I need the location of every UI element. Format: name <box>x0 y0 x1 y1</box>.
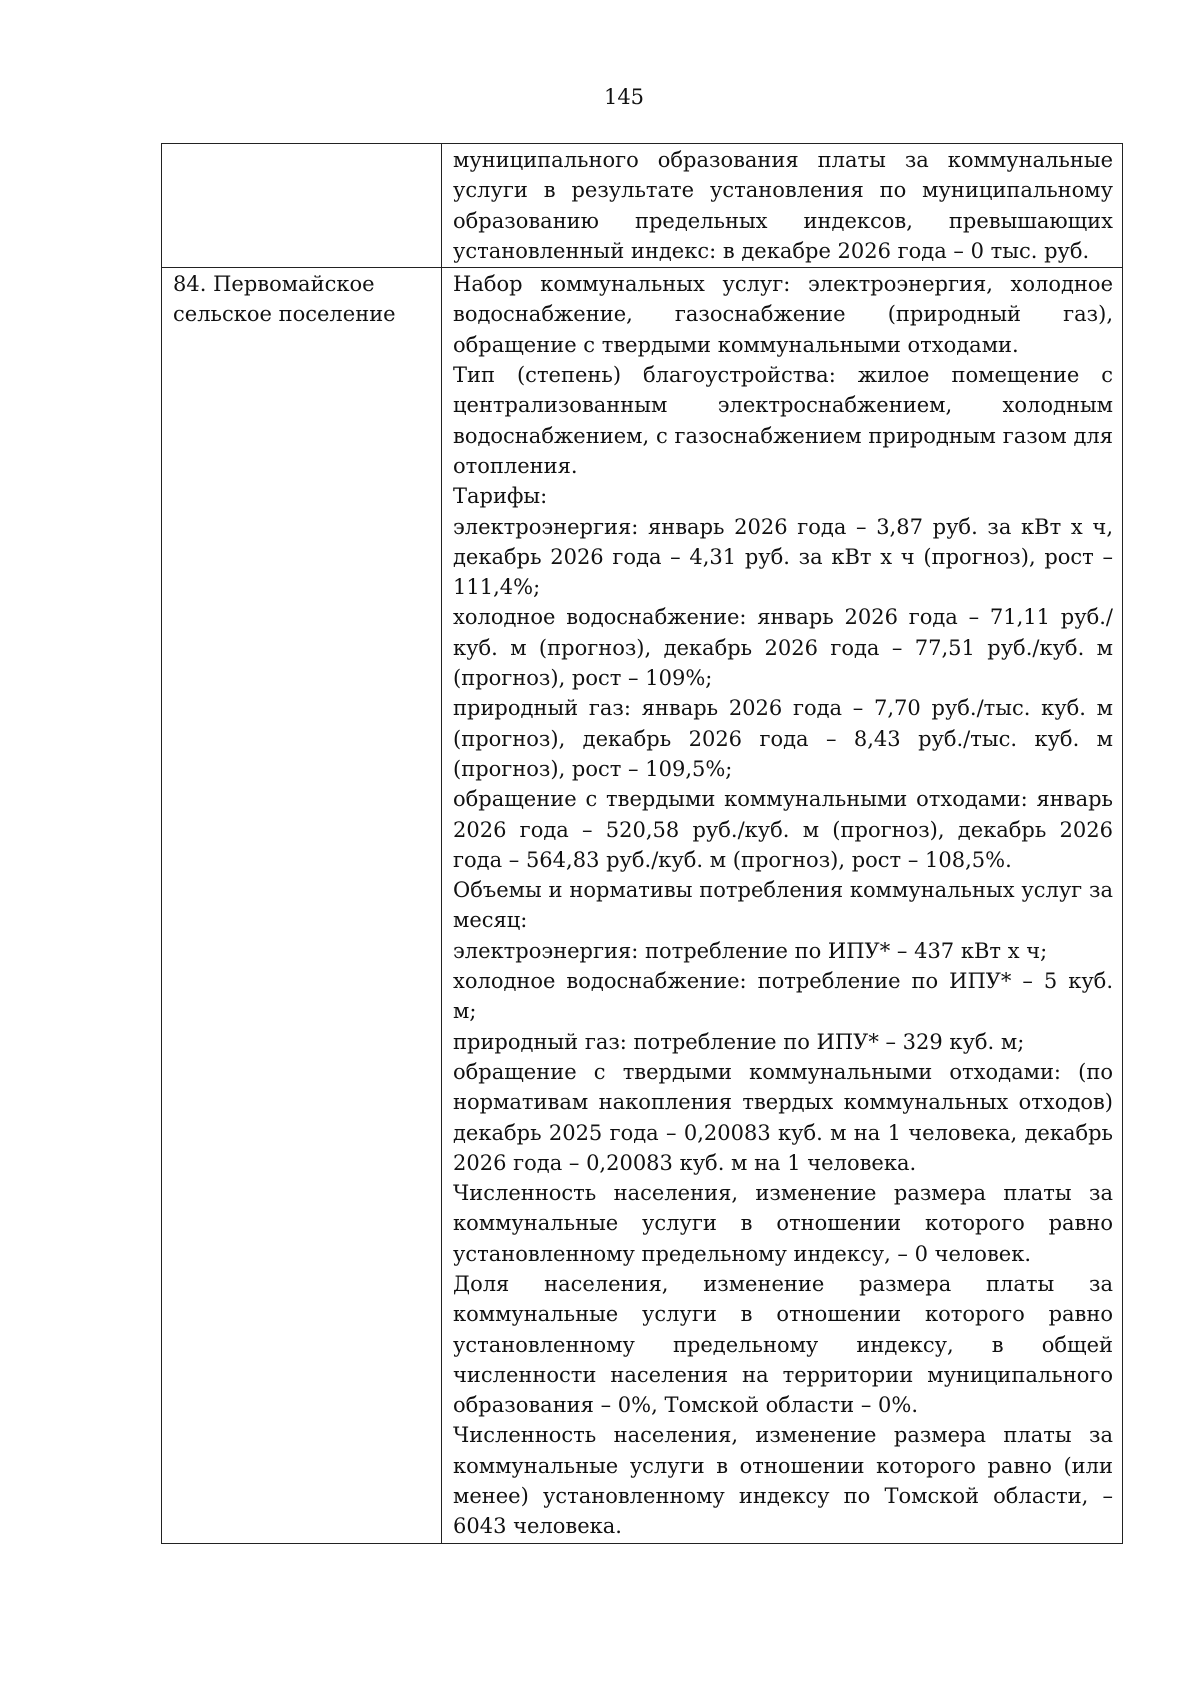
consumption-natural-gas: природный газ: потребление по ИПУ* – 329 куб. м; <box>453 1029 1025 1054</box>
page-number: 145 <box>603 85 645 109</box>
tariffs-heading: Тарифы: <box>453 484 548 509</box>
amenities-paragraph: Тип (степень) благоустройства: жилое помещение с централизованным электроснабжением, холодным водоснабжением, с газоснабжением природным газом для отопления. <box>453 363 1113 478</box>
tariff-electricity: электроэнергия: январь 2026 года – 3,87 руб. за кВт х ч, декабрь 2026 года – 4,31 руб. за кВт х ч (прогноз), рост – 111,4%; <box>453 514 1113 600</box>
details-cell <box>442 144 1123 268</box>
municipality-cell: 84. Первомайское сельское поселение <box>162 268 442 1543</box>
table-row <box>162 268 1123 1543</box>
details-paragraph: муниципального образования платы за коммунальные услуги в результате установления по муниципальному образованию предельных индексов, превышающих установленный индекс: в декабре 2026 года – 0 тыс. руб. <box>453 148 1113 263</box>
tariff-solid-waste: обращение с твердыми коммунальными отходами: январь 2026 года – 520,58 руб./куб. м (прогноз), декабрь 2026 года – 564,83 руб./куб. м (прогноз), рост – 108,5%. <box>453 787 1113 872</box>
consumption-solid-waste: обращение с твердыми коммунальными отходами: (по нормативам накопления твердых коммунальных отходов) декабрь 2025 года – 0,20083 куб. м на 1 человека, декабрь 2026 года – 0,20083 куб. м на 1 человека. <box>453 1059 1113 1175</box>
tariff-cold-water: холодное водоснабжение: январь 2026 года – 71,11 руб./куб. м (прогноз), декабрь 2026 года – 77,51 руб./куб. м (прогноз), рост – 109%; <box>453 605 1113 691</box>
population-below-index: Численность населения, изменение размера платы за коммунальные услуги в отношении которого равно (или менее) установленному индексу по Томской области, – 6043 человека. <box>453 1423 1113 1539</box>
details-cell <box>442 268 1123 1543</box>
document-table <box>161 143 1123 1544</box>
services-set-paragraph: Набор коммунальных услуг: электроэнергия, холодное водоснабжение, газоснабжение (природный газ), обращение с твердыми коммунальными отходами. <box>453 272 1113 357</box>
population-equal-index: Численность населения, изменение размера платы за коммунальные услуги в отношении которого равно установленному предельному индексу, – 0 человек. <box>453 1181 1113 1266</box>
tariff-natural-gas: природный газ: январь 2026 года – 7,70 руб./тыс. куб. м (прогноз), декабрь 2026 года – 8,43 руб./тыс. куб. м (прогноз), рост – 109,5%; <box>453 696 1113 781</box>
municipality-cell <box>162 144 442 268</box>
consumption-electricity: электроэнергия: потребление по ИПУ* – 437 кВт х ч; <box>453 938 1048 963</box>
consumption-cold-water: холодное водоснабжение: потребление по ИПУ* – 5 куб. м; <box>453 969 1113 1024</box>
population-share: Доля населения, изменение размера платы за коммунальные услуги в отношении которого равно установленному предельному индексу, в общей численности населения на территории муниципального образования – 0%, Томской области – 0%. <box>453 1271 1113 1418</box>
table-row <box>162 144 1123 268</box>
consumption-heading: Объемы и нормативы потребления коммунальных услуг за месяц: <box>453 878 1113 933</box>
